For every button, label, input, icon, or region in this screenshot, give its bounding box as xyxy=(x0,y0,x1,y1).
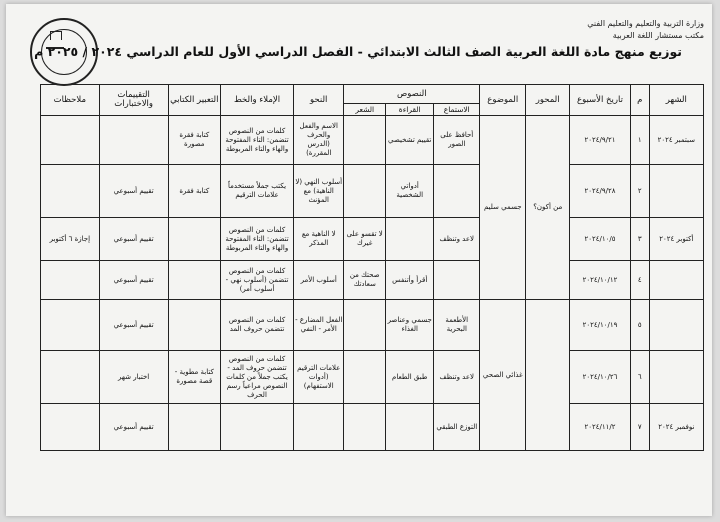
table-row xyxy=(41,165,704,218)
cell-month: أكتوبر ٢٠٢٤ xyxy=(649,218,703,261)
cell-listening: التوزع الطبقي xyxy=(434,404,480,451)
cell-listening: لاعد وتنظف xyxy=(434,351,480,404)
col-writing: التعبير الكتابي xyxy=(168,85,220,116)
cell-date: ٢٠٢٤/١٠/١٩ xyxy=(570,300,631,351)
cell-grammar: لا الناهية مع المذكر xyxy=(294,218,344,261)
cell-writing xyxy=(168,261,220,300)
table-row xyxy=(41,351,704,404)
col-dictation: الإملاء والخط xyxy=(220,85,293,116)
cell-axis-empty xyxy=(526,300,570,451)
cell-num: ٤ xyxy=(630,261,649,300)
cell-dictation: كلمات من النصوص تتضمن: التاء المفتوحة والهاء والتاء المربوطة xyxy=(220,116,293,165)
cell-poetry xyxy=(344,300,386,351)
cell-poetry: صحتك من سعادتك xyxy=(344,261,386,300)
page-title: توزيع منهج مادة اللغة العربية الصف الثالث الابتدائي - الفصل الدراسي الأول للعام الدراسي ٢٠٢٤ / ٢٠٢٥ م xyxy=(34,44,682,59)
table-row xyxy=(41,261,704,300)
cell-grammar: أسلوب النهي (لا الناهية) مع المؤنث xyxy=(294,165,344,218)
cell-writing xyxy=(168,218,220,261)
cell-reading: تقييم تشخيصي xyxy=(386,116,434,165)
table-row xyxy=(41,116,704,165)
cell-month: نوفمبر ٢٠٢٤ xyxy=(649,404,703,451)
cell-notes xyxy=(41,300,100,351)
cell-reading: جسمي وعناصر الغذاء xyxy=(386,300,434,351)
cell-date: ٢٠٢٤/١٠/١٢ xyxy=(570,261,631,300)
cell-assessment xyxy=(99,116,168,165)
table-row xyxy=(41,404,704,451)
cell-month xyxy=(649,165,703,218)
ministry-header xyxy=(574,18,704,42)
cell-date: ٢٠٢٤/٩/٢١ xyxy=(570,116,631,165)
col-grammar: النحو xyxy=(294,85,344,116)
col-reading: القراءة xyxy=(386,104,434,116)
table-header-row xyxy=(41,85,704,104)
cell-writing: كتابة فقرة مصورة xyxy=(168,116,220,165)
cell-reading: أقرأ وأتنفس xyxy=(386,261,434,300)
cell-writing: كتابة مطوية - قصة مصورة xyxy=(168,351,220,404)
cell-poetry xyxy=(344,116,386,165)
cell-notes xyxy=(41,404,100,451)
cell-poetry: لا تقسو على غيرك xyxy=(344,218,386,261)
cell-date: ٢٠٢٤/٩/٢٨ xyxy=(570,165,631,218)
cell-assessment: تقييم أسبوعي xyxy=(99,404,168,451)
cell-assessment: اختبار شهر xyxy=(99,351,168,404)
cell-date: ٢٠٢٤/١١/٢ xyxy=(570,404,631,451)
cell-notes xyxy=(41,116,100,165)
cell-writing: كتابة فقرة xyxy=(168,165,220,218)
cell-num: ١ xyxy=(630,116,649,165)
cell-topic-merged-2: غذائي الصحي xyxy=(480,300,526,451)
cell-notes xyxy=(41,165,100,218)
cell-num: ٦ xyxy=(630,351,649,404)
document-page xyxy=(6,4,712,516)
cell-notes xyxy=(41,351,100,404)
cell-date: ٢٠٢٤/١٠/٢٦ xyxy=(570,351,631,404)
cell-assessment: تقييم أسبوعي xyxy=(99,218,168,261)
cell-poetry xyxy=(344,404,386,451)
cell-writing xyxy=(168,300,220,351)
cell-grammar: علامات الترقيم (أدوات الاستفهام) xyxy=(294,351,344,404)
cell-grammar xyxy=(294,404,344,451)
cell-reading xyxy=(386,404,434,451)
cell-poetry xyxy=(344,351,386,404)
cell-listening: لاعد وتنظف xyxy=(434,218,480,261)
cell-listening xyxy=(434,261,480,300)
col-week-date: تاريخ الأسبوع xyxy=(570,85,631,116)
cell-reading: طبق الطعام xyxy=(386,351,434,404)
cell-num: ٧ xyxy=(630,404,649,451)
table-row xyxy=(41,300,704,351)
col-num: م xyxy=(630,85,649,116)
cell-month xyxy=(649,300,703,351)
cell-assessment: تقييم أسبوعي xyxy=(99,261,168,300)
cell-listening: الأطعمة البحرية xyxy=(434,300,480,351)
cell-grammar: أسلوب الأمر xyxy=(294,261,344,300)
col-assessment: التقييمات والاختبارات xyxy=(99,85,168,116)
col-axis: المحور xyxy=(526,85,570,116)
cell-dictation: يكتب جملاً مستخدماً علامات الترقيم xyxy=(220,165,293,218)
cell-date: ٢٠٢٤/١٠/٥ xyxy=(570,218,631,261)
ministry-line-1: وزارة التربية والتعليم والتعليم الفني xyxy=(587,19,704,28)
cell-num: ٣ xyxy=(630,218,649,261)
cell-num: ٢ xyxy=(630,165,649,218)
cell-dictation: كلمات من النصوص تتضمن حروف المد xyxy=(220,300,293,351)
cell-dictation: كلمات من النصوص تتضمن (أسلوب نهي - أسلوب أمر) xyxy=(220,261,293,300)
cell-dictation: كلمات من النصوص تتضمن: التاء المفتوحة والهاء والتاء المربوطة xyxy=(220,218,293,261)
cell-dictation: كلمات من النصوص تتضمن حروف المد - يكتب جملاً من كلمات النصوص مراعياً رسم الحرف xyxy=(220,351,293,404)
curriculum-table xyxy=(40,84,704,451)
cell-poetry xyxy=(344,165,386,218)
table-row xyxy=(41,218,704,261)
cell-grammar: الاسم والفعل والحرف (الدرس المقررة) xyxy=(294,116,344,165)
col-poetry: الشعر xyxy=(344,104,386,116)
col-notes: ملاحظات xyxy=(41,85,100,116)
cell-grammar: الفعل المضارع - الأمر - النفي xyxy=(294,300,344,351)
cell-dictation xyxy=(220,404,293,451)
col-listening: الاستماع xyxy=(434,104,480,116)
cell-topic-merged-1: جسمي سليم xyxy=(480,116,526,300)
cell-assessment: تقييم أسبوعي xyxy=(99,165,168,218)
ministry-line-2: مكتب مستشار اللغة العربية xyxy=(612,31,704,40)
col-texts: النصوص xyxy=(344,85,480,104)
cell-notes xyxy=(41,261,100,300)
cell-notes: إجازة ٦ أكتوبر xyxy=(41,218,100,261)
col-month: الشهر xyxy=(649,85,703,116)
cell-month xyxy=(649,261,703,300)
cell-reading xyxy=(386,218,434,261)
cell-month xyxy=(649,351,703,404)
cell-listening: أحافظ على الصور xyxy=(434,116,480,165)
cell-assessment: تقييم أسبوعي xyxy=(99,300,168,351)
cell-num: ٥ xyxy=(630,300,649,351)
col-topic: الموضوع xyxy=(480,85,526,116)
cell-reading: أدواتي الشخصية xyxy=(386,165,434,218)
cell-listening xyxy=(434,165,480,218)
cell-writing xyxy=(168,404,220,451)
cell-month: سبتمبر ٢٠٢٤ xyxy=(649,116,703,165)
cell-axis-merged: من أكون؟ xyxy=(526,116,570,300)
